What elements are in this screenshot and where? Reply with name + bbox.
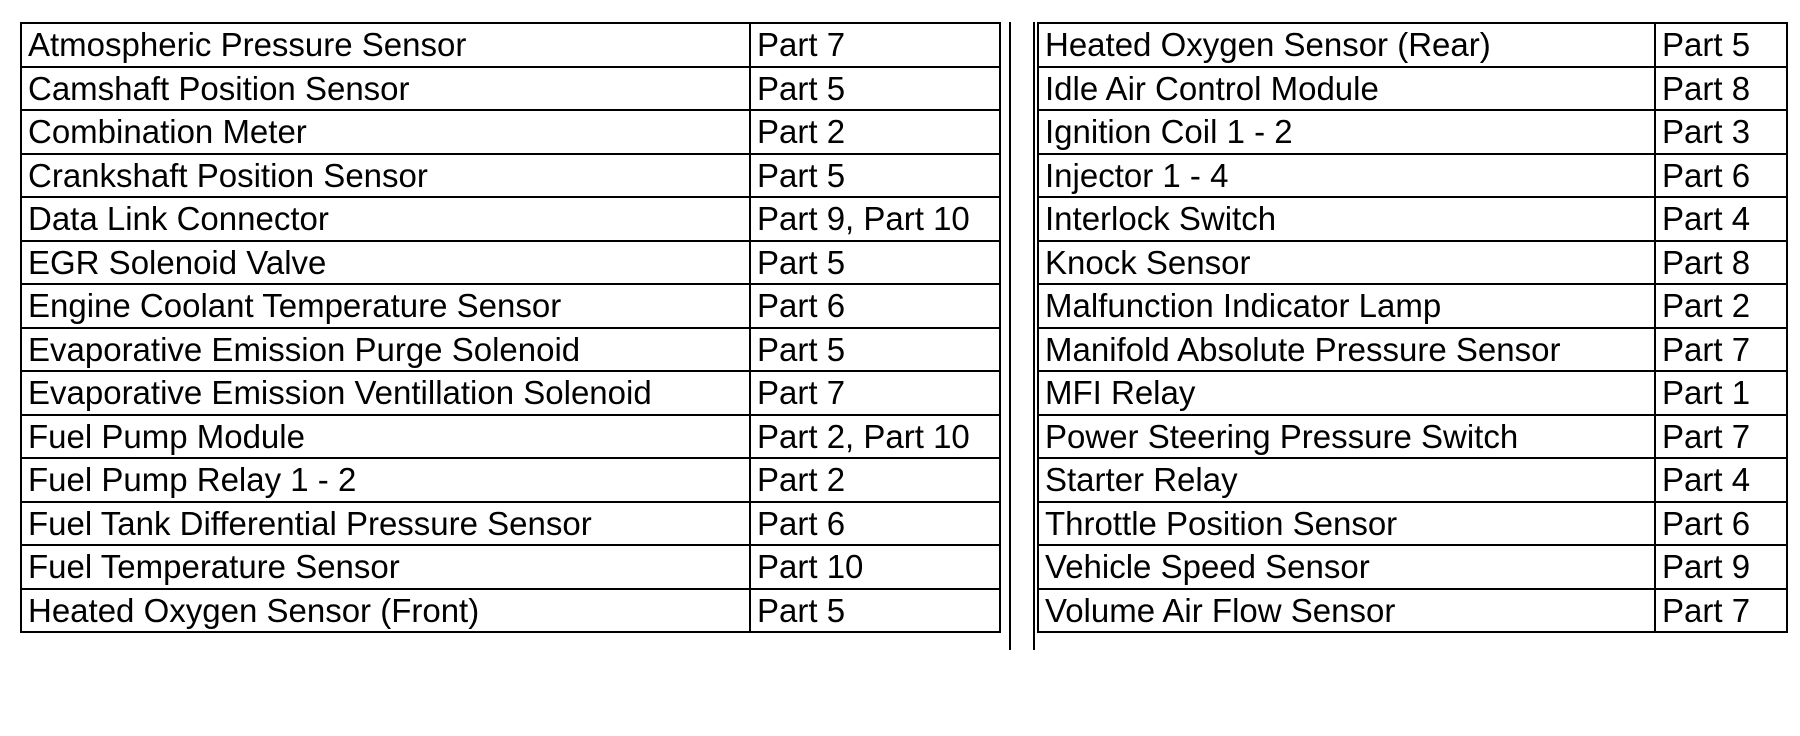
part-reference: Part 8 [1655,67,1787,111]
table-row [21,284,1000,328]
component-index-table-left [20,22,1001,633]
component-name: MFI Relay [1038,371,1655,415]
table-row [1038,502,1787,546]
component-name: Atmospheric Pressure Sensor [21,23,750,67]
part-reference: Part 6 [750,284,1000,328]
part-reference: Part 2, Part 10 [750,415,1000,459]
part-reference: Part 4 [1655,197,1787,241]
component-name: Data Link Connector [21,197,750,241]
table-row [1038,589,1787,633]
table-row [21,545,1000,589]
table-row [1038,110,1787,154]
table-row [1038,241,1787,285]
component-name: Fuel Temperature Sensor [21,545,750,589]
part-reference: Part 6 [1655,502,1787,546]
table-row [21,110,1000,154]
part-reference: Part 6 [750,502,1000,546]
table-row [21,197,1000,241]
table-row [21,371,1000,415]
part-reference: Part 5 [750,67,1000,111]
table-row [21,502,1000,546]
table-row [21,241,1000,285]
table-row [1038,284,1787,328]
component-name: Crankshaft Position Sensor [21,154,750,198]
component-name: Injector 1 - 4 [1038,154,1655,198]
table-row [21,415,1000,459]
table-row [21,23,1000,67]
table-row [1038,545,1787,589]
part-reference: Part 5 [1655,23,1787,67]
component-name: Heated Oxygen Sensor (Rear) [1038,23,1655,67]
part-reference: Part 2 [750,110,1000,154]
part-reference: Part 7 [1655,589,1787,633]
table-row [1038,154,1787,198]
table-row [21,589,1000,633]
component-name: Camshaft Position Sensor [21,67,750,111]
component-name: Malfunction Indicator Lamp [1038,284,1655,328]
part-reference: Part 5 [750,241,1000,285]
component-name: Engine Coolant Temperature Sensor [21,284,750,328]
column-separator [1009,22,1035,650]
table-row [1038,23,1787,67]
component-name: Idle Air Control Module [1038,67,1655,111]
table-row [21,458,1000,502]
component-name: Fuel Pump Module [21,415,750,459]
table-row [21,67,1000,111]
component-name: Volume Air Flow Sensor [1038,589,1655,633]
component-name: Interlock Switch [1038,197,1655,241]
component-name: Ignition Coil 1 - 2 [1038,110,1655,154]
component-name: Heated Oxygen Sensor (Front) [21,589,750,633]
part-reference: Part 2 [750,458,1000,502]
component-name: Knock Sensor [1038,241,1655,285]
part-reference: Part 7 [750,23,1000,67]
component-name: Starter Relay [1038,458,1655,502]
part-reference: Part 7 [750,371,1000,415]
part-reference: Part 3 [1655,110,1787,154]
part-reference: Part 5 [750,154,1000,198]
component-index-table-right [1037,22,1788,633]
part-reference: Part 5 [750,328,1000,372]
component-name: Fuel Tank Differential Pressure Sensor [21,502,750,546]
part-reference: Part 6 [1655,154,1787,198]
part-reference: Part 8 [1655,241,1787,285]
part-reference: Part 9, Part 10 [750,197,1000,241]
part-reference: Part 1 [1655,371,1787,415]
part-reference: Part 9 [1655,545,1787,589]
component-name: Evaporative Emission Ventillation Solenoid [21,371,750,415]
component-name: Power Steering Pressure Switch [1038,415,1655,459]
component-name: Vehicle Speed Sensor [1038,545,1655,589]
component-name: Manifold Absolute Pressure Sensor [1038,328,1655,372]
table-row [1038,415,1787,459]
table-row [1038,67,1787,111]
part-reference: Part 10 [750,545,1000,589]
table-row [1038,197,1787,241]
part-reference: Part 2 [1655,284,1787,328]
component-name: Throttle Position Sensor [1038,502,1655,546]
component-name: EGR Solenoid Valve [21,241,750,285]
table-row [21,328,1000,372]
table-row [1038,371,1787,415]
component-name: Fuel Pump Relay 1 - 2 [21,458,750,502]
part-reference: Part 7 [1655,328,1787,372]
table-row [21,154,1000,198]
table-row [1038,328,1787,372]
part-reference: Part 4 [1655,458,1787,502]
part-reference: Part 7 [1655,415,1787,459]
component-name: Combination Meter [21,110,750,154]
component-name: Evaporative Emission Purge Solenoid [21,328,750,372]
table-row [1038,458,1787,502]
part-reference: Part 5 [750,589,1000,633]
